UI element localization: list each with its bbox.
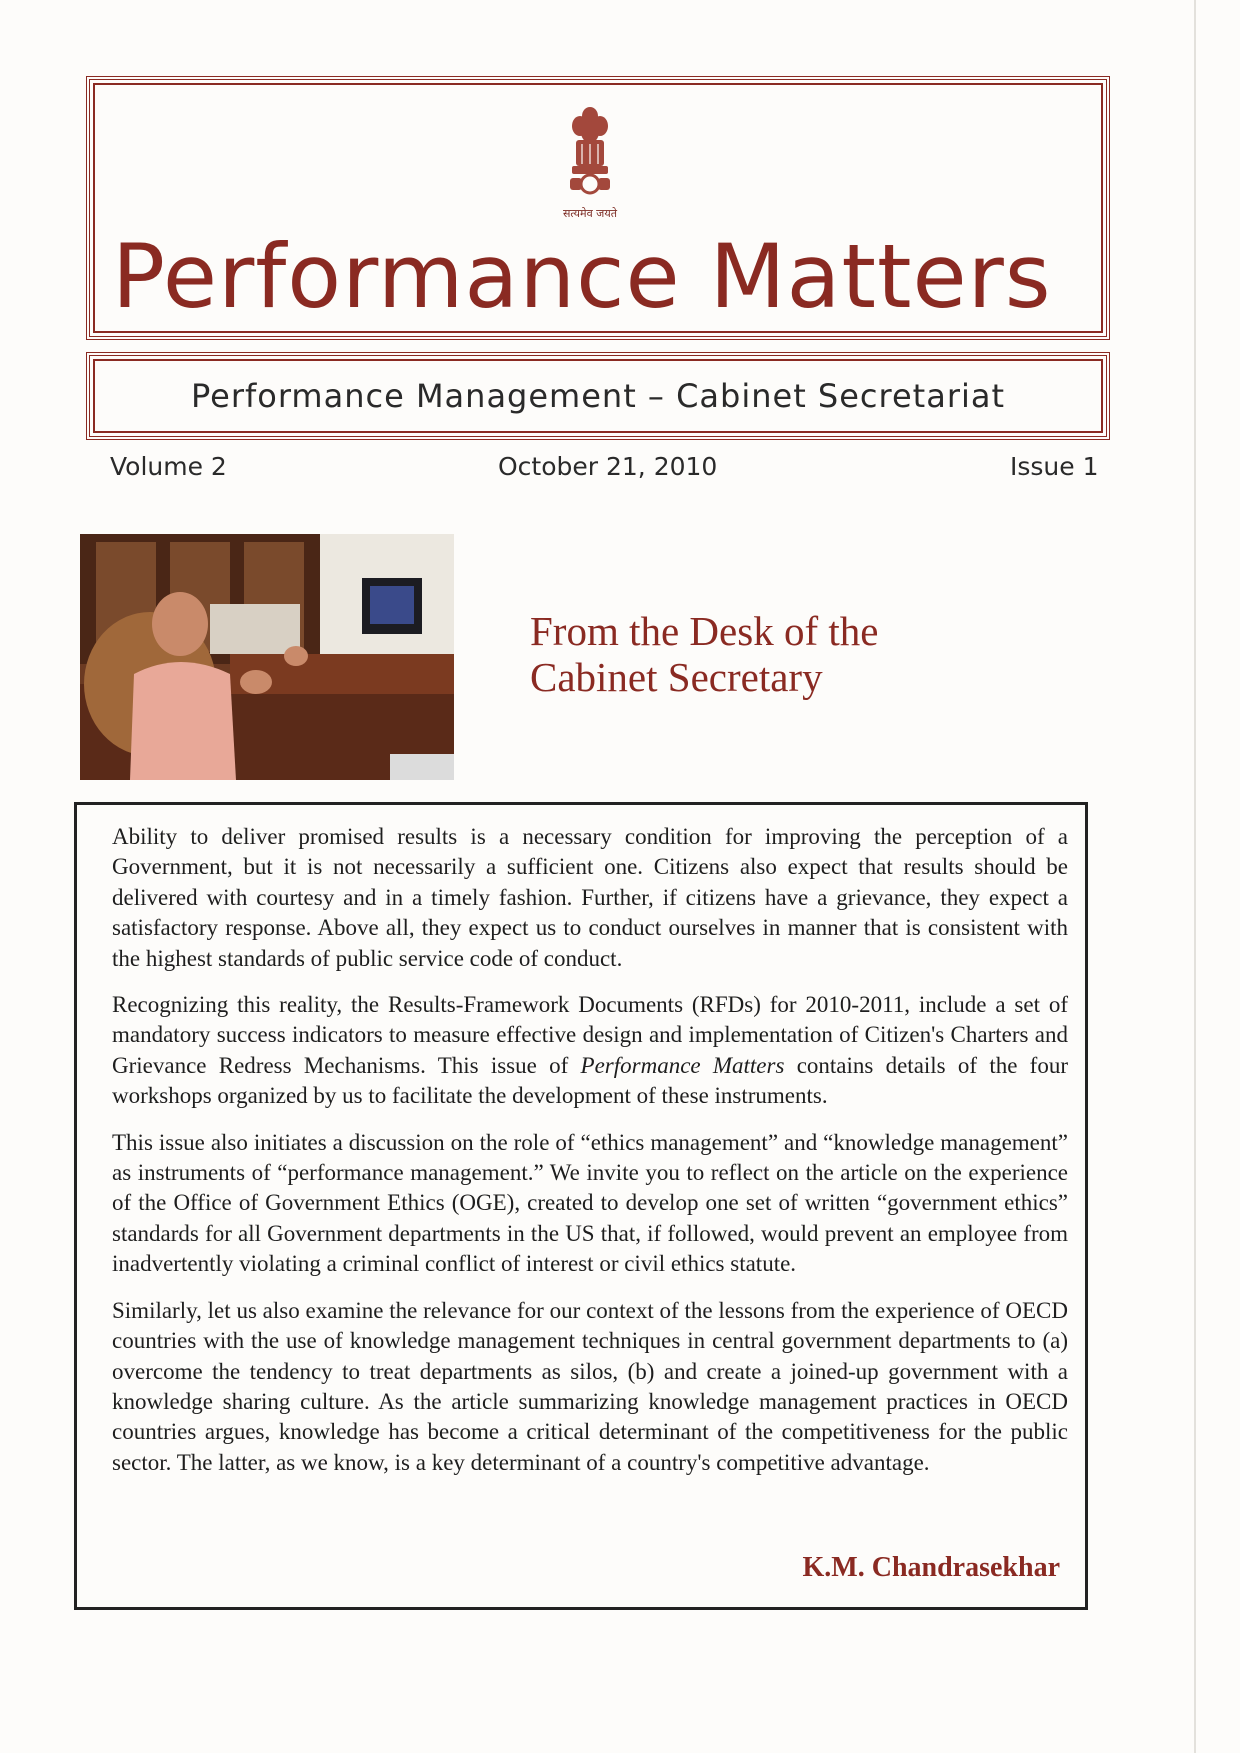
signature: K.M. Chandrasekhar [802,1552,1060,1583]
paragraph-4: Similarly, let us also examine the relevance for our context of the lessons from the experience of OECD countries with the use of knowledge management techniques in central government departments to (a) overcome the tendency to treat departments as silos, (b) and create a joined-up government with a knowledge sharing culture. As the article summarizing knowledge management practices in OECD countries argues, knowledge has become a critical determinant of the competitiveness for the public sector. The latter, as we know, is a key determinant of a country's competitive advantage. [112,1297,1068,1475]
paragraph-1: Ability to deliver promised results is a necessary condition for improving the perception of a Government, but it is not necessarily a sufficient one. Citizens also expect that results should be delivered with courtesy and in a timely fashion. Further, if citizens have a grievance, they expect a satisfactory response. Above all, they expect us to conduct ourselves in manner that is consistent with the highest standards of public service code of conduct. [112,824,1068,971]
paragraph-3: This issue also initiates a discussion on the role of “ethics management” and “knowledge management” as instruments of “performance management.” We invite you to reflect on the article on the experience of the Office of Government Ethics (OGE), created to develop one set of written “government ethics” standards for all Government departments in the US that, if followed, would prevent an employee from inadvertently violating a criminal conflict of interest or civil ethics statute. [112,1129,1068,1277]
issue-number: Issue 1 [1010,452,1099,481]
newsletter-title: Performance Matters [112,225,1052,328]
cabinet-secretary-photo [80,534,454,780]
motto: सत्यमेव जयते [562,207,617,220]
volume-label: Volume 2 [110,452,227,481]
article-heading-line-1: From the Desk of the [530,608,879,654]
paragraph-2 [112,990,1068,1112]
article-heading [530,608,1050,700]
page-edge [1194,0,1196,1753]
national-emblem-icon [568,104,612,196]
paragraph-2-text: Recognizing this reality, the Results-Framework Documents (RFDs) for 2010-2011, include a set of mandatory success indicators to measure effective design and implementation of Citizen's Charters and Grievance Redress Mechanisms. This issue of [112,992,1068,1078]
newsletter-subtitle: Performance Management – Cabinet Secretariat [190,377,1006,415]
paragraph-2-tail: contains details of the four workshops organized by us to facilitate the development of these instruments. [112,1052,1068,1109]
article-heading-line-2: Cabinet Secretary [530,654,823,700]
issue-date: October 21, 2010 [498,452,718,481]
letter-body [112,822,1068,1494]
newsletter-name-italic: Performance Matters [580,1052,785,1078]
